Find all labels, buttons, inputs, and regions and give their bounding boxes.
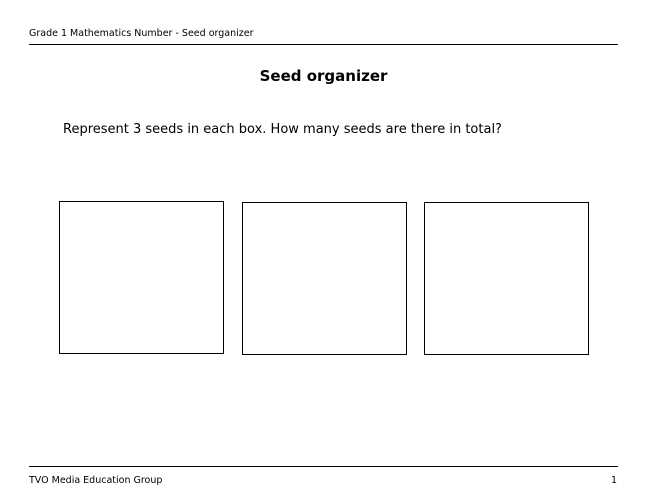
footer-divider [29,466,618,467]
seed-box-2[interactable] [242,202,407,355]
header-divider [29,44,618,45]
question-prompt: Represent 3 seeds in each box. How many seeds are there in total? [63,122,502,137]
page-number: 1 [610,475,617,486]
page-header: Grade 1 Mathematics Number - Seed organizer [29,28,254,39]
footer-publisher: TVO Media Education Group [29,475,163,486]
seed-box-3[interactable] [424,202,589,355]
seed-box-1[interactable] [59,201,224,354]
page-title: Seed organizer [259,67,388,85]
